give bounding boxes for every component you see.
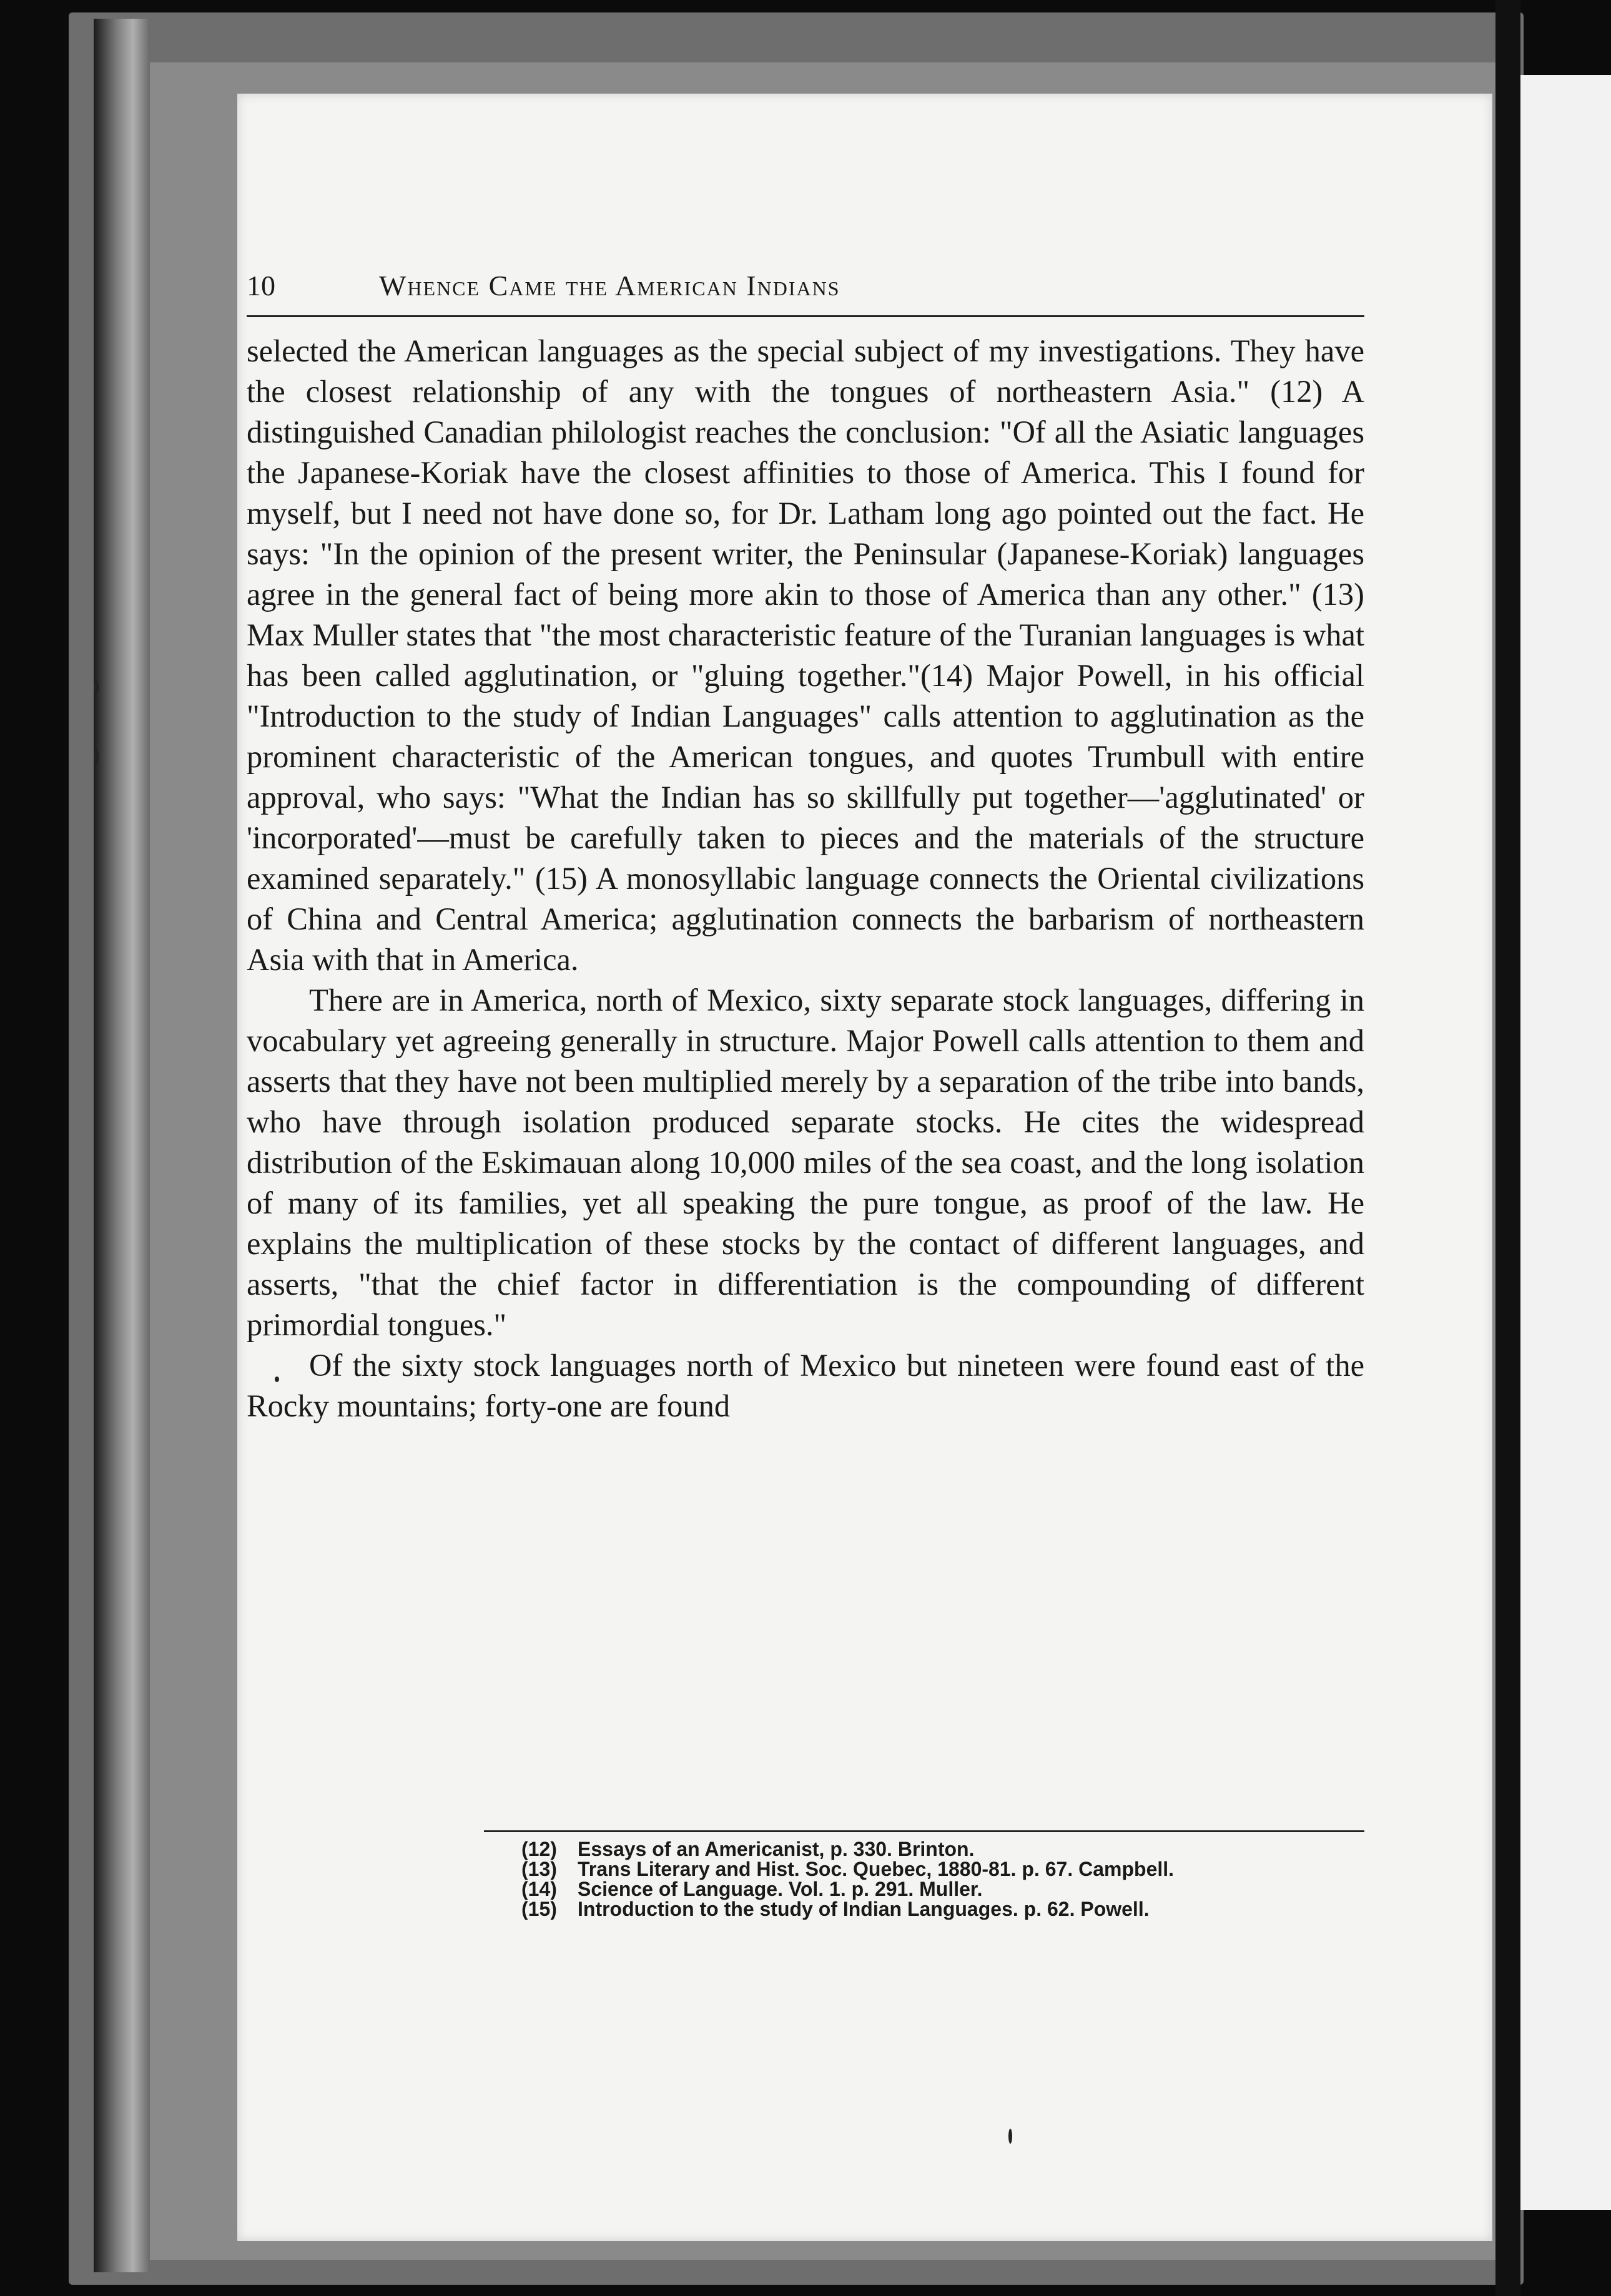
page-header (247, 264, 1364, 308)
footnote-number: (14) (521, 1878, 557, 1900)
running-title: Whence Came the American Indians (379, 270, 840, 302)
footnote-number: (13) (521, 1858, 557, 1880)
footnote (521, 1899, 1364, 1919)
scan-speck (1008, 2129, 1012, 2144)
footnote-number: (15) (521, 1898, 557, 1920)
scan-speck (94, 680, 99, 694)
footnote-text: Essays of an Americanist, p. 330. Brinton. (578, 1838, 975, 1860)
footnote (521, 1839, 1364, 1859)
footnotes (521, 1839, 1364, 1919)
book-spine-edge (94, 19, 150, 2272)
scan-speck (94, 749, 99, 765)
footnote-number: (12) (521, 1838, 557, 1860)
scan-speck (275, 1376, 279, 1382)
footnote-text: Introduction to the study of Indian Languages. p. 62. Powell. (578, 1898, 1150, 1920)
facing-page-edge (1520, 75, 1611, 2210)
footnote-text: Science of Language. Vol. 1. p. 291. Muller. (578, 1878, 983, 1900)
paragraph: Of the sixty stock languages north of Mexico but nineteen were found east of the Rocky mountains; forty-one are found (247, 1348, 1364, 1423)
paragraph: selected the American languages as the special subject of my investigations. They have the closest relationship of any with the tongues of northeastern Asia." (12) A distinguished Canadian philologist reaches the conclusion: "Of all the Asiatic languages the Japanese-Koriak have the closest affinities to those of America. This I found for myself, but I need not have done so, for Dr. Latham long ago pointed out the fact. He says: "In the opinion of the present writer, the Peninsular (Japanese-Koriak) languages agree in the general fact of being more akin to those of America than any other." (13) Max Muller states that "the most characteristic feature of the Turanian languages is what has been called agglutination, or "gluing together."(14) Major Powell, in his official "Introduction to the study of Indian Languages" calls attention to agglutination as the prominent characteristic of the American tongues, and quotes Trumbull with entire approval, who says: "What the Indian has so skillfully put together—'agglutinated' or 'incorporated'—must be carefully taken to pieces and the materials of the structure examined separately." (15) A monosyllabic language connects the Oriental civilizations of China and Central America; agglutination connects the barbarism of northeastern Asia with that in America. (247, 333, 1364, 977)
header-rule (247, 315, 1364, 317)
gutter-shadow (1495, 0, 1520, 2296)
footnote-text: Trans Literary and Hist. Soc. Quebec, 1880-81. p. 67. Campbell. (578, 1858, 1175, 1880)
body-text (247, 331, 1364, 1426)
paragraph: There are in America, north of Mexico, sixty separate stock languages, differing in vocabulary yet agreeing generally in structure. Major Powell calls attention to them and asserts that they have not been multiplied merely by a separation of the tribe into bands, who have through isolation produced separate stocks. He cites the widespread distribution of the Eskimauan along 10,000 miles of the sea coast, and the long isolation of many of its families, yet all speaking the pure tongue, as proof of the law. He explains the multiplication of these stocks by the contact of different languages, and asserts, "that the chief factor in differentiation is the compounding of different primordial tongues." (247, 983, 1364, 1342)
footnote (521, 1879, 1364, 1899)
footnote (521, 1859, 1364, 1879)
page-number: 10 (247, 270, 275, 302)
footnote-rule (484, 1830, 1364, 1832)
